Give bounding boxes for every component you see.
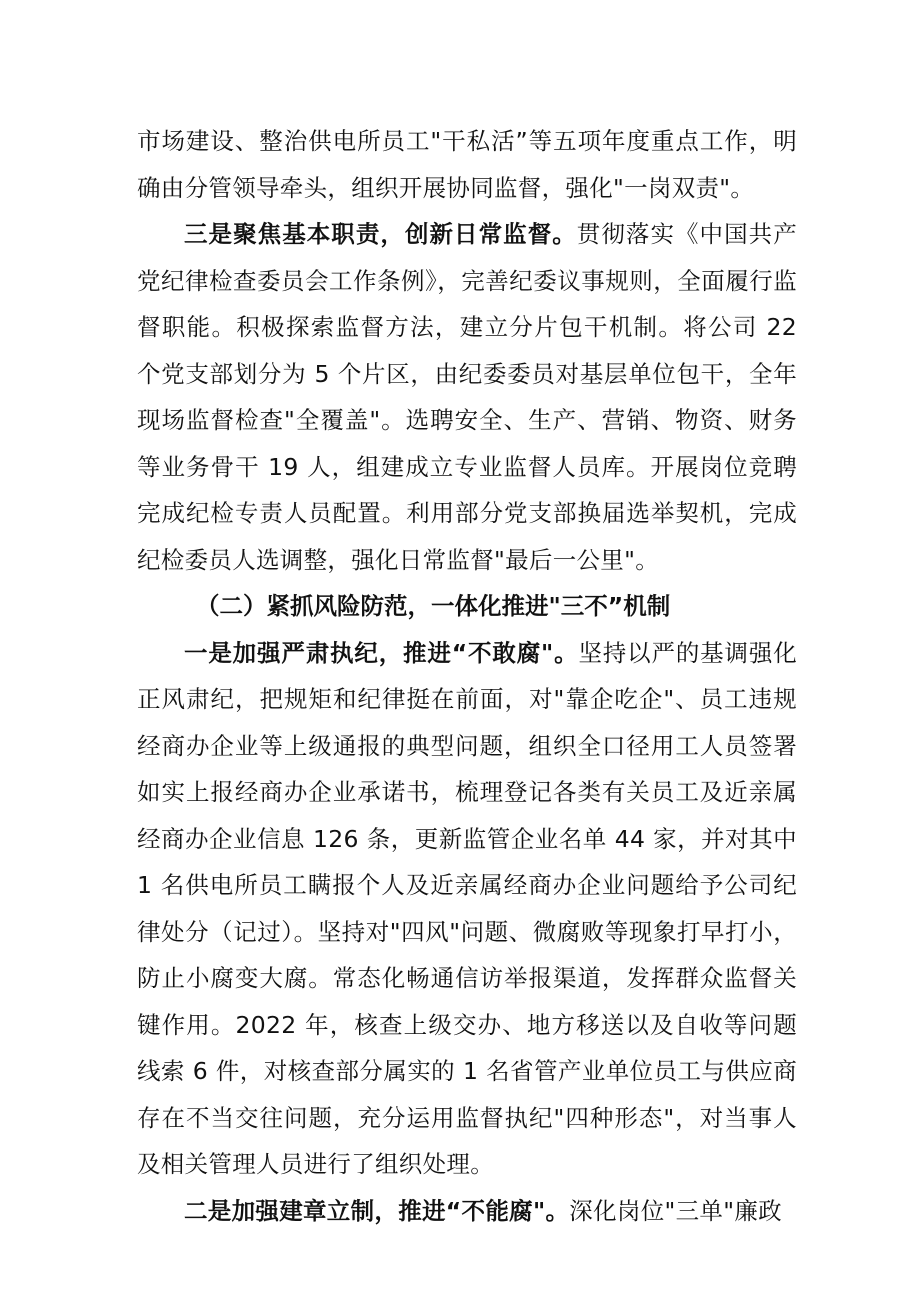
paragraph-text: 贯彻落实《中国共产党纪律检查委员会工作条例》，完善纪委议事规则，全面履行监督职能。积极探索监督方法，建立分片包干机制。将公司 22 个党支部划分为 5 个片区，由纪委委员对基层单位包干，全年现场监督检查"全覆盖"。选聘安全、生产、营销、物资、财务等业务骨干 19 人，组建成立专业监督人员库。开展岗位竞聘完成纪检专责人员配置。利用部分党支部换届选举契机，完成纪检委员人选调整，强化日常监督"最后一公里"。 (137, 220, 797, 574)
paragraph-strict-discipline (137, 630, 797, 1188)
paragraph-daily-supervision (137, 211, 797, 583)
paragraph-continuation (137, 118, 797, 211)
paragraph-text: 坚持以严的基调强化正风肃纪，把规矩和纪律挺在前面，对"靠企吃企"、员工违规经商办企业等上级通报的典型问题，组织全口径用工人员签署如实上报经商办企业承诺书，梳理登记各类有关员工及近亲属经商办企业信息 126 条，更新监管企业名单 44 家，并对其中 1 名供电所员工瞒报个人及近亲属经商办企业问题给予公司纪律处分（记过）。坚持对"四风"问题、微腐败等现象打早打小，防止小腐变大腐。常态化畅通信访举报渠道，发挥群众监督关键作用。2022 年，核查上级交办、地方移送以及自收等问题线索 6 件，对核查部分属实的 1 名省管产业单位员工与供应商存在不当交往问题，充分运用监督执纪"四种形态"，对当事人及相关管理人员进行了组织处理。 (137, 638, 797, 1178)
paragraph-lead: 三是聚焦基本职责，创新日常监督。 (184, 220, 577, 248)
paragraph-text: 深化岗位"三单"廉政 (569, 1196, 782, 1225)
section-heading: （二）紧抓风险防范，一体化推进"三不”机制 (196, 592, 671, 620)
paragraph-rules-system (137, 1188, 797, 1235)
paragraph-text: 市场建设、整治供电所员工"干私活”等五项年度重点工作，明确由分管领导牵头，组织开展协同监督，强化"一岗双责"。 (137, 127, 797, 202)
paragraph-lead: 一是加强严肃执纪，推进“不敢腐"。 (184, 638, 579, 667)
document-body (137, 118, 797, 1234)
paragraph-lead: 二是加强建章立制，推进“不能腐"。 (184, 1196, 570, 1225)
